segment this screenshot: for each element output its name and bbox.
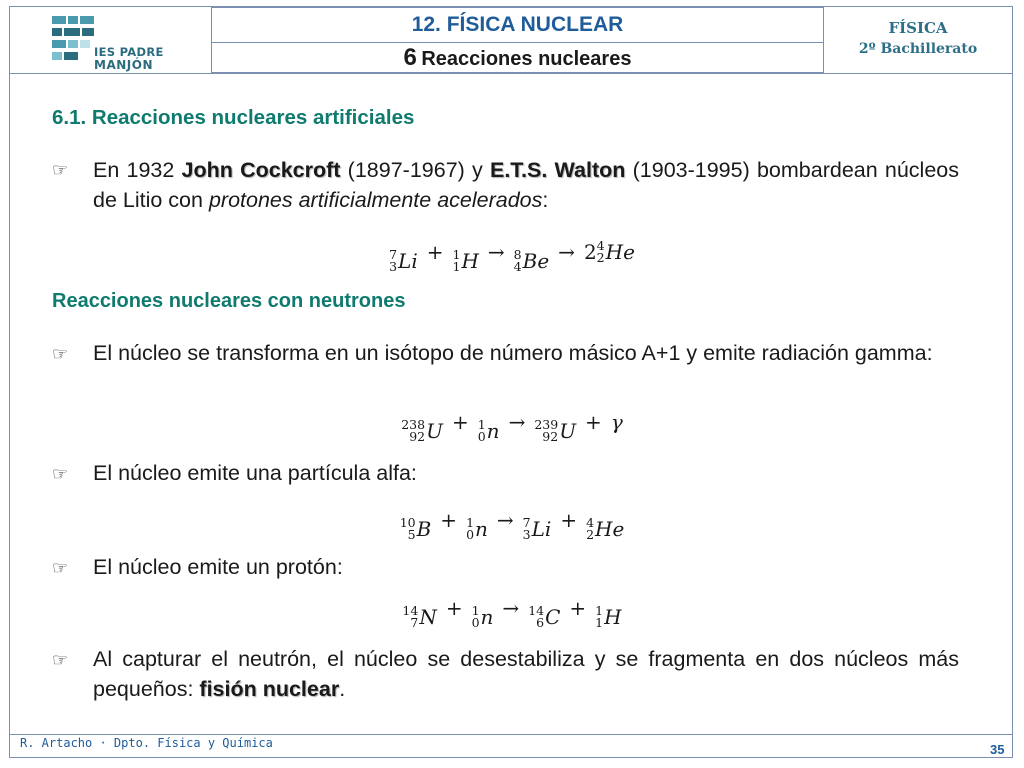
paragraph-proton: El núcleo emite un protón: bbox=[93, 555, 343, 579]
p5-text-pre: Al capturar el neutrón, el núcleo se desestabiliza y se fragmenta en dos núcleos más pequeños: bbox=[93, 647, 959, 701]
p1-text-pre: En 1932 bbox=[93, 158, 182, 182]
p1-text-mid2: (1903-1995) bombardean núcleos de Litio con bbox=[93, 158, 959, 212]
header-title-box bbox=[211, 7, 824, 73]
paragraph-alpha: El núcleo emite una partícula alfa: bbox=[93, 461, 417, 485]
equation-lithium: 7 3 Li + 1 1 H → 8 4 Be → 2 4 2 He bbox=[389, 238, 635, 274]
p5-text-post: . bbox=[339, 677, 346, 701]
equation-nitrogen: 14 7 N + 1 0 n → 14 6 C + 1 1 H bbox=[402, 596, 622, 630]
footer-author: R. Artacho · Dpto. Física y Química bbox=[20, 736, 273, 750]
page-number: 35 bbox=[990, 742, 1005, 757]
paragraph-fission bbox=[93, 644, 959, 704]
p1-text-post: : bbox=[542, 188, 549, 212]
course-subject: FÍSICA bbox=[888, 19, 948, 37]
term-fission: fisión nuclear bbox=[199, 677, 340, 701]
name-cockcroft: John Cockcroft bbox=[181, 158, 341, 182]
section-title bbox=[212, 43, 823, 73]
paragraph-gamma: El núcleo se transforma en un isótopo de número másico A+1 y emite radiación gamma: bbox=[93, 341, 933, 365]
p1-text-mid1: (1897-1967) y bbox=[340, 158, 490, 182]
course-level: 2º Bachillerato bbox=[858, 41, 978, 57]
equation-boron: 10 5 B + 1 0 n → 7 3 Li + 4 2 He bbox=[399, 508, 625, 542]
pointing-hand-icon: ☞ bbox=[52, 558, 69, 578]
pointing-hand-icon: ☞ bbox=[52, 464, 69, 484]
subsection-heading: Reacciones nucleares con neutrones bbox=[52, 290, 406, 312]
logo-line2: MANJÓN bbox=[94, 58, 153, 72]
section-heading: 6.1. Reacciones nucleares artificiales bbox=[52, 106, 415, 129]
pointing-hand-icon: ☞ bbox=[52, 344, 69, 364]
school-logo bbox=[14, 9, 209, 73]
equation-uranium: 238 92 U + 1 0 n → 239 92 U + γ bbox=[401, 410, 623, 444]
paragraph-cockcroft-walton bbox=[93, 155, 959, 215]
section-name: Reacciones nucleares bbox=[421, 48, 632, 70]
footer-divider bbox=[9, 734, 1013, 735]
course-label bbox=[826, 18, 1010, 60]
pointing-hand-icon: ☞ bbox=[52, 160, 69, 180]
p1-italic-phrase: protones artificialmente acelerados bbox=[208, 188, 543, 212]
header-divider bbox=[9, 73, 1013, 74]
logo-text bbox=[94, 46, 164, 72]
pointing-hand-icon: ☞ bbox=[52, 650, 69, 670]
logo-line1: IES PADRE bbox=[94, 45, 164, 59]
name-walton: E.T.S. Walton bbox=[489, 158, 626, 182]
unit-title: 12. FÍSICA NUCLEAR bbox=[212, 8, 823, 43]
section-number: 6 bbox=[403, 44, 417, 71]
